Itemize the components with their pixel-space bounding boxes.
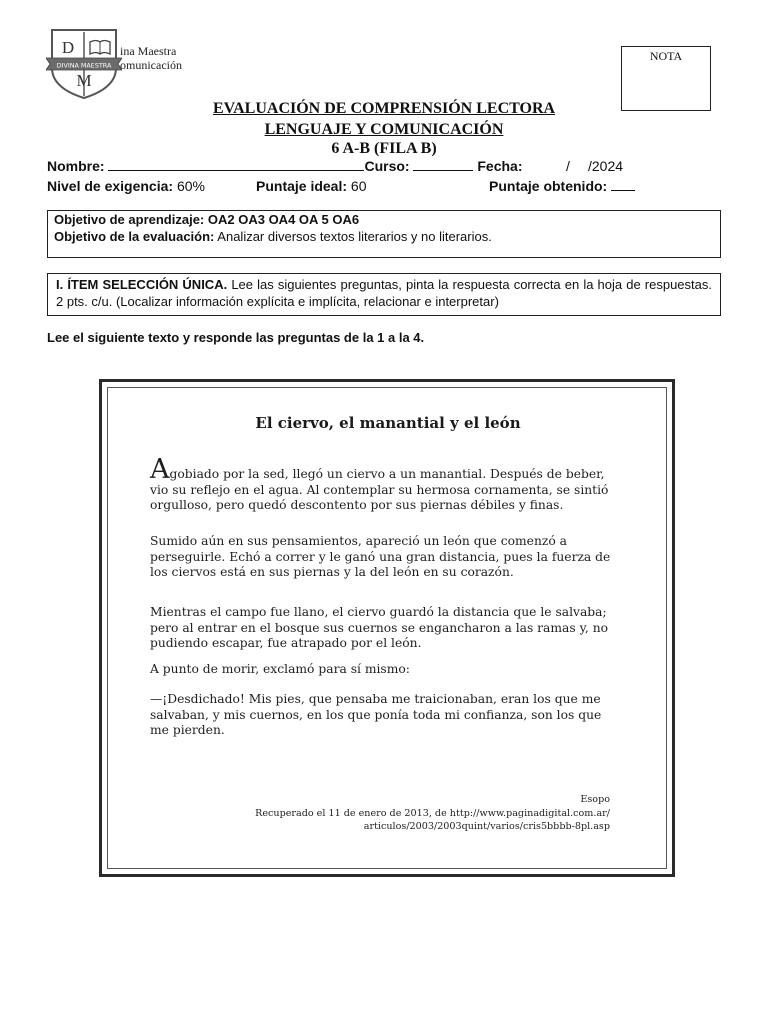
story-title: El ciervo, el manantial y el león bbox=[255, 414, 521, 432]
puntaje-obtenido-field[interactable] bbox=[611, 178, 635, 191]
puntaje-obtenido-label: Puntaje obtenido: bbox=[489, 178, 608, 194]
objetivo-evaluacion-value: Analizar diversos textos literarios y no literarios. bbox=[217, 229, 492, 244]
curso-field[interactable] bbox=[413, 158, 473, 171]
fecha-year: /2024 bbox=[588, 158, 624, 174]
logo-letter-m: M bbox=[76, 71, 92, 90]
story-source-line1: Recuperado el 11 de enero de 2013, de http://www.paginadigital.com.ar/ bbox=[255, 808, 610, 819]
exam-subject: LENGUAJE Y COMUNICACIÓN bbox=[264, 121, 504, 138]
objetivo-evaluacion-label: Objetivo de la evaluación: bbox=[54, 229, 215, 244]
puntaje-obtenido bbox=[489, 177, 635, 195]
student-info-row bbox=[47, 157, 522, 175]
logo-letter-d: D bbox=[61, 38, 75, 57]
story-source-line2: articulos/2003/2003quint/varios/cris5bbbb-8pl.asp bbox=[363, 821, 610, 832]
reading-instruction: Lee el siguiente texto y responde las preguntas de la 1 a la 4. bbox=[47, 330, 425, 345]
story-paragraph-5: —¡Desdichado! Mis pies, que pensaba me traicionaban, eran los que me salvaban, y mis cuernos, en los que ponía toda mi confianza, son los que me pierden. bbox=[150, 692, 602, 738]
objetivo-aprendizaje bbox=[54, 211, 714, 228]
objetivo-evaluacion bbox=[54, 228, 714, 245]
objetivo-aprendizaje-value: OA2 OA3 OA4 OA 5 OA6 bbox=[207, 212, 360, 227]
objectives-box bbox=[47, 210, 721, 258]
puntaje-ideal-label: Puntaje ideal: bbox=[256, 178, 348, 194]
nivel-label: Nivel de exigencia: bbox=[47, 178, 174, 194]
nombre-label: Nombre: bbox=[47, 158, 105, 174]
puntaje-ideal-value: 60 bbox=[350, 178, 367, 194]
school-logo bbox=[46, 28, 122, 100]
story-paragraph-3: Mientras el campo fue llano, el ciervo guardó la distancia que le salvaba; pero al entrar en el bosque sus cuernos se engancharon a las ramas y, no pudiendo escapar, fue atrapado por el león. bbox=[150, 605, 609, 651]
nombre-field[interactable] bbox=[108, 158, 364, 171]
item-instructions-box bbox=[47, 273, 721, 316]
story-paragraph-4: A punto de morir, exclamó para sí mismo: bbox=[150, 662, 410, 676]
school-name bbox=[120, 44, 182, 72]
story-drop-cap: A bbox=[150, 454, 170, 485]
fecha-sep: / bbox=[566, 158, 570, 174]
story-paragraph-1 bbox=[150, 454, 612, 514]
logo-banner-text: DIVINA MAESTRA bbox=[56, 61, 112, 70]
objetivo-aprendizaje-label: Objetivo de aprendizaje: bbox=[54, 212, 205, 227]
grade-box-label: NOTA bbox=[649, 49, 683, 63]
item-text: Lee las siguientes preguntas, pinta la respuesta correcta en la hoja de respuestas. 2 pts. c/u. (Localizar información explícita e implícita, relacionar e interpretar) bbox=[56, 277, 712, 309]
nivel-exigencia bbox=[47, 177, 205, 195]
exam-title: EVALUACIÓN DE COMPRENSIÓN LECTORA bbox=[212, 100, 556, 117]
nivel-value: 60% bbox=[176, 178, 205, 194]
story-source bbox=[255, 807, 610, 833]
school-name-line1: ina Maestra bbox=[120, 44, 177, 58]
fecha-label: Fecha: bbox=[477, 158, 523, 174]
school-name-line2: omunicación bbox=[120, 58, 182, 72]
story-author: Esopo bbox=[580, 794, 610, 805]
story-paragraph-1-text: gobiado por la sed, llegó un ciervo a un manantial. Después de beber, vio su reflejo en el agua. Al contemplar su hermosa cornamenta, se sintió orgulloso, pero quedó descontento por sus piernas débiles y finas. bbox=[150, 467, 609, 513]
story-paragraph-2: Sumido aún en sus pensamientos, apareció un león que comenzó a perseguirle. Echó a correr y le ganó una gran distancia, pues la fuerza de los ciervos está en sus piernas y la del león en su corazón. bbox=[150, 534, 611, 580]
item-heading: I. ÍTEM SELECCIÓN ÚNICA. bbox=[56, 277, 228, 292]
curso-label: Curso: bbox=[364, 158, 410, 174]
puntaje-ideal bbox=[256, 177, 367, 195]
exam-course: 6 A-B (FILA B) bbox=[331, 140, 437, 157]
